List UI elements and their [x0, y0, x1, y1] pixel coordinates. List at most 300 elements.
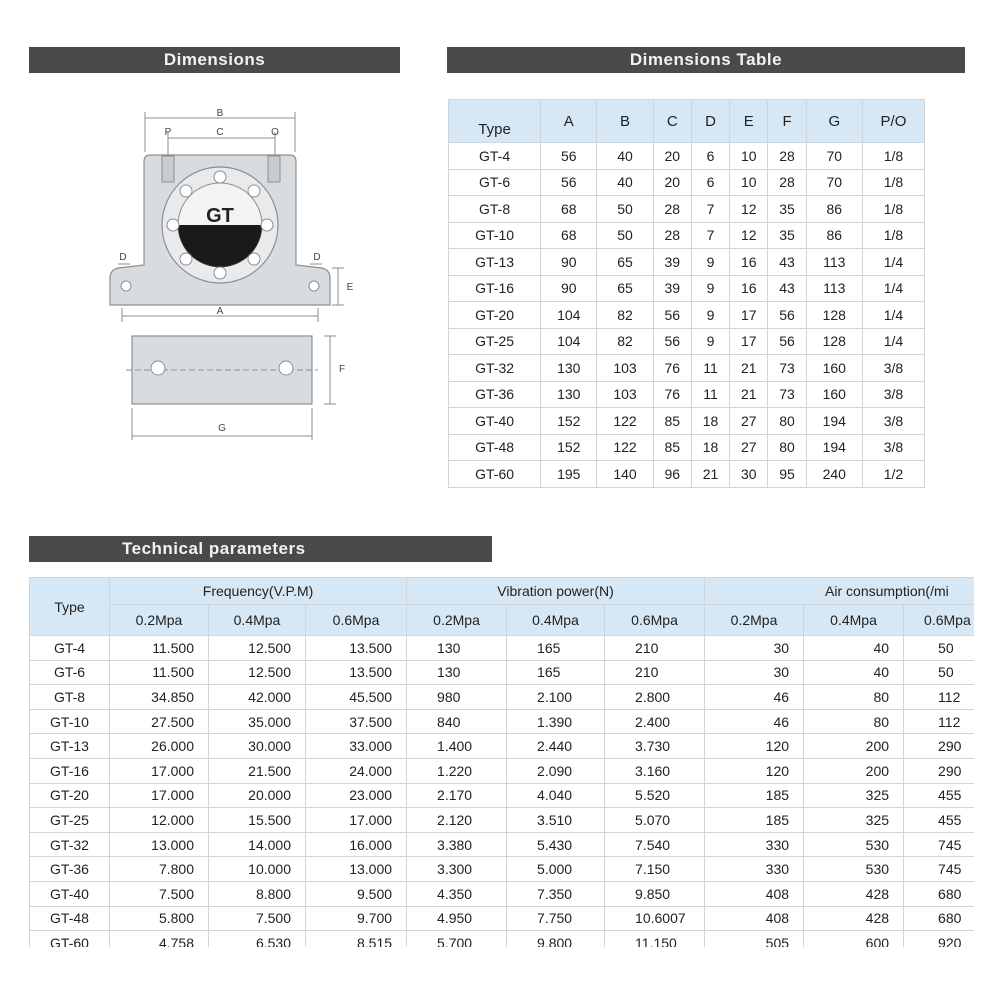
tech-group-vibration-power: Vibration power(N): [407, 578, 705, 605]
tech-cell-value: 9.500: [306, 881, 407, 906]
dim-header-b: B: [597, 100, 653, 143]
label-a: A: [216, 306, 224, 317]
dim-header-d: D: [691, 100, 729, 143]
tech-cell-value: 16.000: [306, 832, 407, 857]
tech-cell-value: 34.850: [110, 685, 209, 710]
dim-cell: 56: [653, 328, 691, 355]
dim-cell: 113: [806, 275, 862, 302]
dim-cell: 1/4: [862, 275, 924, 302]
tech-cell-value: 80: [804, 709, 904, 734]
dim-cell: 76: [653, 355, 691, 382]
tech-cell-value: 17.000: [110, 783, 209, 808]
dim-cell: 10: [730, 143, 768, 170]
port-o: [268, 156, 280, 182]
tech-cell-value: 13.000: [110, 832, 209, 857]
dim-cell: GT-40: [449, 408, 541, 435]
tech-cell-value: 80: [804, 685, 904, 710]
dim-cell: 9: [691, 249, 729, 276]
tech-cell-value: 7.540: [605, 832, 705, 857]
tech-row: [30, 906, 975, 931]
dim-cell: 28: [768, 143, 806, 170]
tech-cell-value: 1.220: [407, 758, 507, 783]
tech-cell-value: 4.758: [110, 931, 209, 947]
dim-cell: GT-6: [449, 169, 541, 196]
dim-cell: 39: [653, 249, 691, 276]
tech-header-type: Type: [30, 578, 110, 636]
tech-cell-value: 165: [507, 660, 605, 685]
tech-cell-value: 7.750: [507, 906, 605, 931]
dim-cell: 68: [541, 222, 597, 249]
tech-cell-value: 2.400: [605, 709, 705, 734]
tech-cell-value: 11.500: [110, 660, 209, 685]
tech-cell-value: 120: [705, 758, 804, 783]
dim-cell: 1/4: [862, 302, 924, 329]
dim-header-c: C: [653, 100, 691, 143]
dim-cell: 17: [730, 328, 768, 355]
dim-cell: 11: [691, 381, 729, 408]
tech-subheader-pressure: 0.2Mpa: [110, 605, 209, 636]
tech-cell-value: 6.530: [209, 931, 306, 947]
dim-cell: 28: [653, 196, 691, 223]
tech-cell-value: 1.390: [507, 709, 605, 734]
dim-cell: 86: [806, 196, 862, 223]
tech-cell-value: 7.150: [605, 857, 705, 882]
dim-cell: 27: [730, 434, 768, 461]
tech-cell-value: 11.500: [110, 636, 209, 661]
tech-subheader-pressure: 0.2Mpa: [705, 605, 804, 636]
dim-cell: 86: [806, 222, 862, 249]
dim-cell: GT-4: [449, 143, 541, 170]
tech-cell-type: GT-8: [30, 685, 110, 710]
tech-subheader-pressure: 0.4Mpa: [507, 605, 605, 636]
dim-row: [449, 408, 925, 435]
dim-cell: 90: [541, 275, 597, 302]
dim-cell: 56: [541, 143, 597, 170]
dim-cell: GT-36: [449, 381, 541, 408]
dim-cell: 11: [691, 355, 729, 382]
tech-cell-value: 15.500: [209, 808, 306, 833]
tech-cell-value: 4.350: [407, 881, 507, 906]
tech-cell-value: 200: [804, 734, 904, 759]
tech-cell-value: 112: [904, 709, 974, 734]
tech-cell-value: 3.300: [407, 857, 507, 882]
dim-cell: 70: [806, 169, 862, 196]
tech-cell-value: 4.950: [407, 906, 507, 931]
dim-cell: 113: [806, 249, 862, 276]
dim-header-a: A: [541, 100, 597, 143]
label-p: P: [164, 127, 172, 138]
dim-row: [449, 222, 925, 249]
tech-row: [30, 636, 975, 661]
tech-cell-value: 12.000: [110, 808, 209, 833]
tech-row: [30, 783, 975, 808]
tech-cell-value: 165: [507, 636, 605, 661]
dim-cell: 65: [597, 249, 653, 276]
dim-cell: 1/8: [862, 143, 924, 170]
tech-cell-value: 200: [804, 758, 904, 783]
tech-row: [30, 832, 975, 857]
tech-cell-value: 17.000: [110, 758, 209, 783]
tech-cell-value: 26.000: [110, 734, 209, 759]
tech-cell-value: 455: [904, 808, 974, 833]
dim-row: [449, 381, 925, 408]
dim-cell: 152: [541, 408, 597, 435]
tech-cell-value: 11.150: [605, 931, 705, 947]
dim-cell: 82: [597, 302, 653, 329]
dim-cell: 68: [541, 196, 597, 223]
tech-cell-value: 185: [705, 783, 804, 808]
tech-cell-value: 46: [705, 709, 804, 734]
tech-cell-value: 5.800: [110, 906, 209, 931]
dim-cell: GT-13: [449, 249, 541, 276]
dim-cell: 1/8: [862, 169, 924, 196]
dim-cell: 128: [806, 328, 862, 355]
dim-cell: 160: [806, 381, 862, 408]
dim-cell: 90: [541, 249, 597, 276]
tech-cell-value: 9.800: [507, 931, 605, 947]
tech-cell-value: 42.000: [209, 685, 306, 710]
tech-cell-type: GT-13: [30, 734, 110, 759]
tech-cell-value: 40: [804, 660, 904, 685]
tech-subheader-pressure: 0.6Mpa: [306, 605, 407, 636]
tech-cell-value: 428: [804, 906, 904, 931]
label-d-left: D: [119, 252, 127, 263]
dim-cell: 65: [597, 275, 653, 302]
dim-cell: 103: [597, 381, 653, 408]
technical-parameters-section-title: Technical parameters: [29, 536, 492, 562]
tech-subheader-pressure: 0.2Mpa: [407, 605, 507, 636]
tech-cell-value: 30: [705, 660, 804, 685]
dim-cell: 7: [691, 222, 729, 249]
tech-cell-value: 35.000: [209, 709, 306, 734]
tech-cell-value: 680: [904, 906, 974, 931]
dim-cell: 56: [768, 302, 806, 329]
dim-cell: 35: [768, 196, 806, 223]
dimensions-table: [448, 99, 925, 488]
tech-row: [30, 857, 975, 882]
tech-cell-value: 10.6007: [605, 906, 705, 931]
tech-cell-value: 680: [904, 881, 974, 906]
tech-cell-type: GT-48: [30, 906, 110, 931]
dim-cell: 70: [806, 143, 862, 170]
dim-cell: 152: [541, 434, 597, 461]
tech-cell-value: 530: [804, 857, 904, 882]
tech-cell-value: 920: [904, 931, 974, 947]
dim-cell: 21: [730, 381, 768, 408]
tech-subheader-pressure: 0.6Mpa: [605, 605, 705, 636]
dim-row: [449, 328, 925, 355]
dim-cell: 21: [730, 355, 768, 382]
dim-row: [449, 249, 925, 276]
tech-cell-value: 185: [705, 808, 804, 833]
tech-cell-value: 14.000: [209, 832, 306, 857]
tech-cell-type: GT-60: [30, 931, 110, 947]
tech-group-frequency: Frequency(V.P.M): [110, 578, 407, 605]
dim-cell: 56: [768, 328, 806, 355]
dim-cell: GT-10: [449, 222, 541, 249]
dim-cell: 10: [730, 169, 768, 196]
tech-cell-value: 120: [705, 734, 804, 759]
dim-row: [449, 169, 925, 196]
tech-cell-value: 290: [904, 758, 974, 783]
dim-cell: 9: [691, 302, 729, 329]
dim-row: [449, 461, 925, 488]
dim-cell: 17: [730, 302, 768, 329]
tech-cell-value: 210: [605, 636, 705, 661]
tech-cell-value: 45.500: [306, 685, 407, 710]
dim-cell: 194: [806, 408, 862, 435]
tech-cell-value: 5.070: [605, 808, 705, 833]
dim-cell: 9: [691, 328, 729, 355]
dim-cell: 82: [597, 328, 653, 355]
tech-cell-value: 5.000: [507, 857, 605, 882]
dim-cell: 39: [653, 275, 691, 302]
tech-cell-type: GT-40: [30, 881, 110, 906]
tech-cell-value: 13.500: [306, 660, 407, 685]
tech-cell-value: 428: [804, 881, 904, 906]
tech-cell-value: 330: [705, 857, 804, 882]
tech-cell-type: GT-32: [30, 832, 110, 857]
gt-logo: GT: [206, 205, 234, 227]
dim-cell: GT-16: [449, 275, 541, 302]
tech-cell-value: 290: [904, 734, 974, 759]
tech-cell-value: 3.510: [507, 808, 605, 833]
dim-cell: 122: [597, 408, 653, 435]
tech-cell-value: 455: [904, 783, 974, 808]
tech-cell-value: 40: [804, 636, 904, 661]
tech-row: [30, 685, 975, 710]
dim-cell: 96: [653, 461, 691, 488]
tech-cell-value: 13.500: [306, 636, 407, 661]
dim-cell: 73: [768, 381, 806, 408]
dim-cell: 103: [597, 355, 653, 382]
dim-cell: GT-48: [449, 434, 541, 461]
label-e: E: [346, 282, 354, 293]
tech-cell-value: 10.000: [209, 857, 306, 882]
dim-cell: 240: [806, 461, 862, 488]
tech-cell-type: GT-6: [30, 660, 110, 685]
vibrator-dimension-drawing: [90, 100, 370, 445]
port-p: [162, 156, 174, 182]
dim-cell: 130: [541, 381, 597, 408]
dim-header-e: E: [730, 100, 768, 143]
dim-cell: 122: [597, 434, 653, 461]
dim-row: [449, 302, 925, 329]
dim-cell: 16: [730, 275, 768, 302]
dim-cell: 80: [768, 408, 806, 435]
dim-cell: 40: [597, 169, 653, 196]
dim-cell: 73: [768, 355, 806, 382]
tech-cell-value: 8.515: [306, 931, 407, 947]
technical-parameters-table: [29, 577, 974, 947]
dim-cell: 85: [653, 408, 691, 435]
tech-cell-value: 50: [904, 636, 974, 661]
tech-cell-value: 530: [804, 832, 904, 857]
tech-cell-value: 30: [705, 636, 804, 661]
tech-cell-value: 13.000: [306, 857, 407, 882]
dim-row: [449, 434, 925, 461]
tech-cell-value: 33.000: [306, 734, 407, 759]
dim-cell: 1/4: [862, 328, 924, 355]
tech-cell-value: 4.040: [507, 783, 605, 808]
dim-cell: 40: [597, 143, 653, 170]
dim-cell: 56: [653, 302, 691, 329]
dim-row: [449, 196, 925, 223]
dim-cell: 20: [653, 169, 691, 196]
dim-cell: 3/8: [862, 355, 924, 382]
dim-header-type: Type: [449, 100, 541, 143]
dim-cell: 104: [541, 302, 597, 329]
dim-cell: 43: [768, 275, 806, 302]
label-c: C: [216, 127, 224, 138]
tech-cell-value: 7.350: [507, 881, 605, 906]
tech-cell-type: GT-20: [30, 783, 110, 808]
label-g: G: [218, 423, 226, 434]
tech-cell-type: GT-36: [30, 857, 110, 882]
dim-cell: 1/8: [862, 222, 924, 249]
dim-cell: GT-60: [449, 461, 541, 488]
dim-cell: 3/8: [862, 434, 924, 461]
dim-cell: 195: [541, 461, 597, 488]
dim-cell: 18: [691, 434, 729, 461]
dim-cell: 18: [691, 408, 729, 435]
dim-cell: 20: [653, 143, 691, 170]
tech-cell-value: 46: [705, 685, 804, 710]
tech-row: [30, 660, 975, 685]
tech-subheader-pressure: 0.4Mpa: [209, 605, 306, 636]
dim-cell: 28: [653, 222, 691, 249]
dim-cell: 104: [541, 328, 597, 355]
tech-cell-value: 21.500: [209, 758, 306, 783]
tech-cell-value: 210: [605, 660, 705, 685]
dim-cell: 6: [691, 169, 729, 196]
dim-cell: 12: [730, 222, 768, 249]
dim-cell: 160: [806, 355, 862, 382]
technical-parameters-clip: [29, 577, 974, 947]
tech-cell-value: 2.440: [507, 734, 605, 759]
dim-cell: 43: [768, 249, 806, 276]
tech-cell-type: GT-10: [30, 709, 110, 734]
dim-row: [449, 275, 925, 302]
tech-cell-value: 12.500: [209, 636, 306, 661]
dim-cell: 1/8: [862, 196, 924, 223]
tech-cell-value: 2.800: [605, 685, 705, 710]
tech-cell-value: 600: [804, 931, 904, 947]
dim-header-p-o: P/O: [862, 100, 924, 143]
dim-cell: 85: [653, 434, 691, 461]
tech-row: [30, 734, 975, 759]
tech-group-air-consumption: Air consumption(/mi: [705, 578, 974, 605]
dim-cell: 3/8: [862, 408, 924, 435]
dim-cell: 50: [597, 196, 653, 223]
tech-cell-value: 2.100: [507, 685, 605, 710]
tech-cell-value: 325: [804, 783, 904, 808]
label-o: O: [271, 127, 279, 138]
tech-cell-value: 3.730: [605, 734, 705, 759]
dim-cell: GT-8: [449, 196, 541, 223]
tech-cell-value: 8.800: [209, 881, 306, 906]
tech-row: [30, 709, 975, 734]
tech-cell-type: GT-4: [30, 636, 110, 661]
tech-cell-value: 325: [804, 808, 904, 833]
dim-cell: 27: [730, 408, 768, 435]
tech-cell-value: 130: [407, 636, 507, 661]
dim-cell: 128: [806, 302, 862, 329]
dim-cell: 80: [768, 434, 806, 461]
tech-cell-value: 745: [904, 832, 974, 857]
dim-cell: 194: [806, 434, 862, 461]
tech-subheader-pressure: 0.4Mpa: [804, 605, 904, 636]
dim-cell: 50: [597, 222, 653, 249]
dim-cell: GT-32: [449, 355, 541, 382]
tech-cell-value: 5.700: [407, 931, 507, 947]
dim-cell: 76: [653, 381, 691, 408]
tech-cell-value: 9.700: [306, 906, 407, 931]
dim-cell: 21: [691, 461, 729, 488]
tech-cell-value: 5.430: [507, 832, 605, 857]
dim-cell: 3/8: [862, 381, 924, 408]
dim-cell: 30: [730, 461, 768, 488]
tech-cell-value: 2.090: [507, 758, 605, 783]
dim-cell: 130: [541, 355, 597, 382]
tech-cell-value: 840: [407, 709, 507, 734]
tech-cell-value: 12.500: [209, 660, 306, 685]
dim-cell: GT-20: [449, 302, 541, 329]
tech-cell-type: GT-16: [30, 758, 110, 783]
dim-cell: 1/4: [862, 249, 924, 276]
tech-cell-value: 408: [705, 906, 804, 931]
tech-row: [30, 881, 975, 906]
dim-header-g: G: [806, 100, 862, 143]
tech-cell-value: 17.000: [306, 808, 407, 833]
dim-cell: 35: [768, 222, 806, 249]
dimensions-section-title: Dimensions: [29, 47, 400, 73]
dim-cell: 7: [691, 196, 729, 223]
label-f: F: [338, 364, 346, 375]
dim-cell: GT-25: [449, 328, 541, 355]
tech-subheader-pressure: 0.6Mpa: [904, 605, 974, 636]
tech-row: [30, 808, 975, 833]
tech-cell-value: 3.380: [407, 832, 507, 857]
tech-cell-value: 3.160: [605, 758, 705, 783]
dim-cell: 95: [768, 461, 806, 488]
label-d-right: D: [313, 252, 321, 263]
tech-row: [30, 931, 975, 947]
dim-cell: 6: [691, 143, 729, 170]
tech-cell-value: 2.170: [407, 783, 507, 808]
tech-cell-value: 745: [904, 857, 974, 882]
dim-cell: 12: [730, 196, 768, 223]
tech-cell-value: 50: [904, 660, 974, 685]
dim-cell: 16: [730, 249, 768, 276]
tech-cell-value: 112: [904, 685, 974, 710]
tech-cell-value: 27.500: [110, 709, 209, 734]
tech-cell-value: 330: [705, 832, 804, 857]
tech-cell-value: 505: [705, 931, 804, 947]
label-b: B: [216, 108, 224, 119]
tech-cell-value: 30.000: [209, 734, 306, 759]
tech-cell-value: 130: [407, 660, 507, 685]
dim-cell: 1/2: [862, 461, 924, 488]
tech-row: [30, 758, 975, 783]
tech-cell-value: 24.000: [306, 758, 407, 783]
dim-cell: 140: [597, 461, 653, 488]
dim-row: [449, 143, 925, 170]
dim-row: [449, 355, 925, 382]
dim-cell: 28: [768, 169, 806, 196]
dim-cell: 56: [541, 169, 597, 196]
tech-cell-value: 20.000: [209, 783, 306, 808]
